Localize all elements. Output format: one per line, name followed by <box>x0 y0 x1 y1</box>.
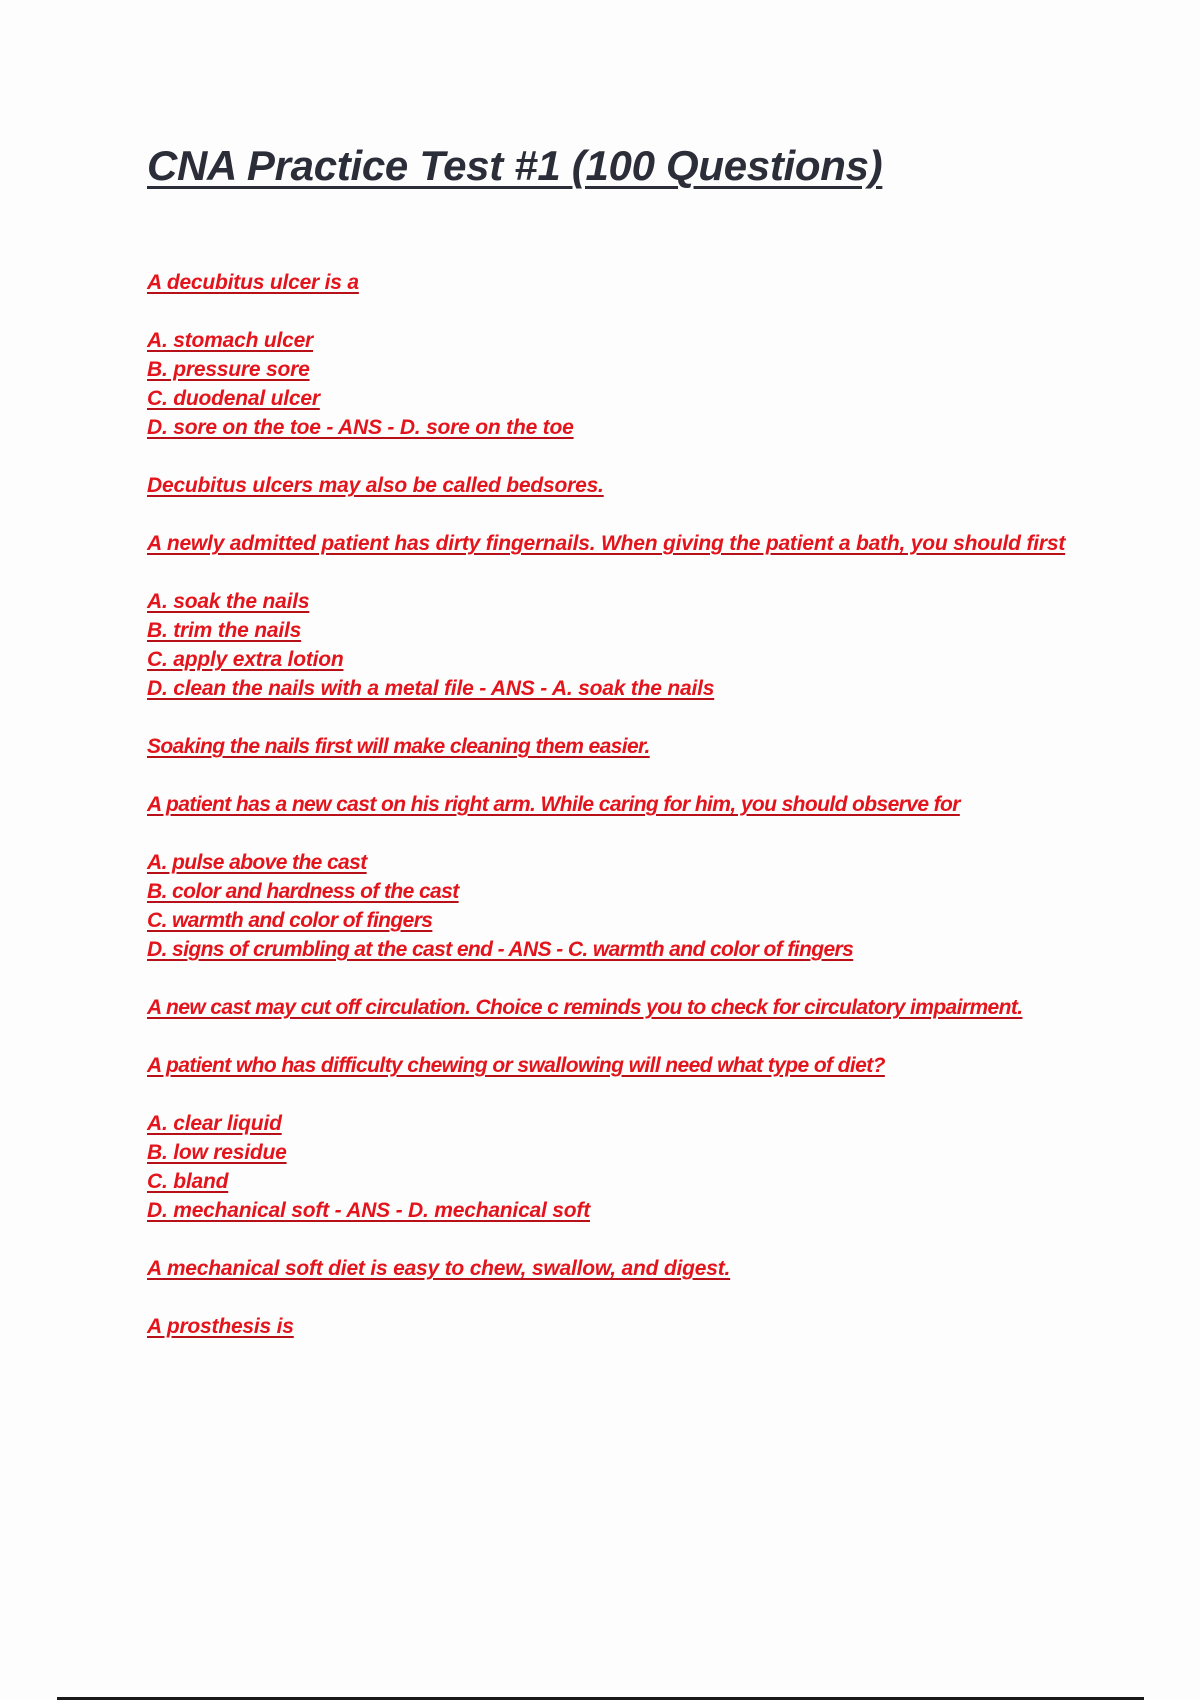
option-c: C. apply extra lotion <box>147 648 344 671</box>
explanation-text: Decubitus ulcers may also be called bedsores. <box>147 474 604 497</box>
question-block <box>147 790 1092 1051</box>
option-b: B. color and hardness of the cast <box>147 880 459 903</box>
question-text: A newly admitted patient has dirty fingernails. When giving the patient a bath, you should first <box>147 532 1066 555</box>
option-d-answer: D. clean the nails with a metal file - ANS - A. soak the nails <box>147 677 715 700</box>
question-text: A patient has a new cast on his right arm. While caring for him, you should observe for <box>147 793 960 816</box>
explanation-text: Soaking the nails first will make cleaning them easier. <box>147 735 650 758</box>
option-c: C. duodenal ulcer <box>147 387 320 410</box>
question-block <box>147 268 1092 529</box>
page-title: CNA Practice Test #1 (100 Questions) <box>147 142 883 189</box>
question-list <box>147 268 1092 1341</box>
explanation-text: A mechanical soft diet is easy to chew, swallow, and digest. <box>147 1257 731 1280</box>
question-block <box>147 1051 1092 1312</box>
option-d-answer: D. signs of crumbling at the cast end - ANS - C. warmth and color of fingers <box>147 938 854 961</box>
option-b: B. trim the nails <box>147 619 302 642</box>
option-a: A. stomach ulcer <box>147 329 314 352</box>
question-text: A decubitus ulcer is a <box>147 271 359 294</box>
question-block <box>147 529 1092 790</box>
option-a: A. pulse above the cast <box>147 851 367 874</box>
option-d-answer: D. sore on the toe - ANS - D. sore on the toe <box>147 416 574 439</box>
option-a: A. clear liquid <box>147 1112 282 1135</box>
question-text: A prosthesis is <box>147 1315 294 1338</box>
option-d-answer: D. mechanical soft - ANS - D. mechanical soft <box>147 1199 590 1222</box>
explanation-text: A new cast may cut off circulation. Choice c reminds you to check for circulatory impairment. <box>147 996 1023 1019</box>
option-b: B. pressure sore <box>147 358 310 381</box>
option-c: C. bland <box>147 1170 229 1193</box>
question-text: A patient who has difficulty chewing or swallowing will need what type of diet? <box>147 1054 885 1077</box>
option-b: B. low residue <box>147 1141 287 1164</box>
option-c: C. warmth and color of fingers <box>147 909 433 932</box>
option-a: A. soak the nails <box>147 590 310 613</box>
question-block <box>147 1312 1092 1341</box>
